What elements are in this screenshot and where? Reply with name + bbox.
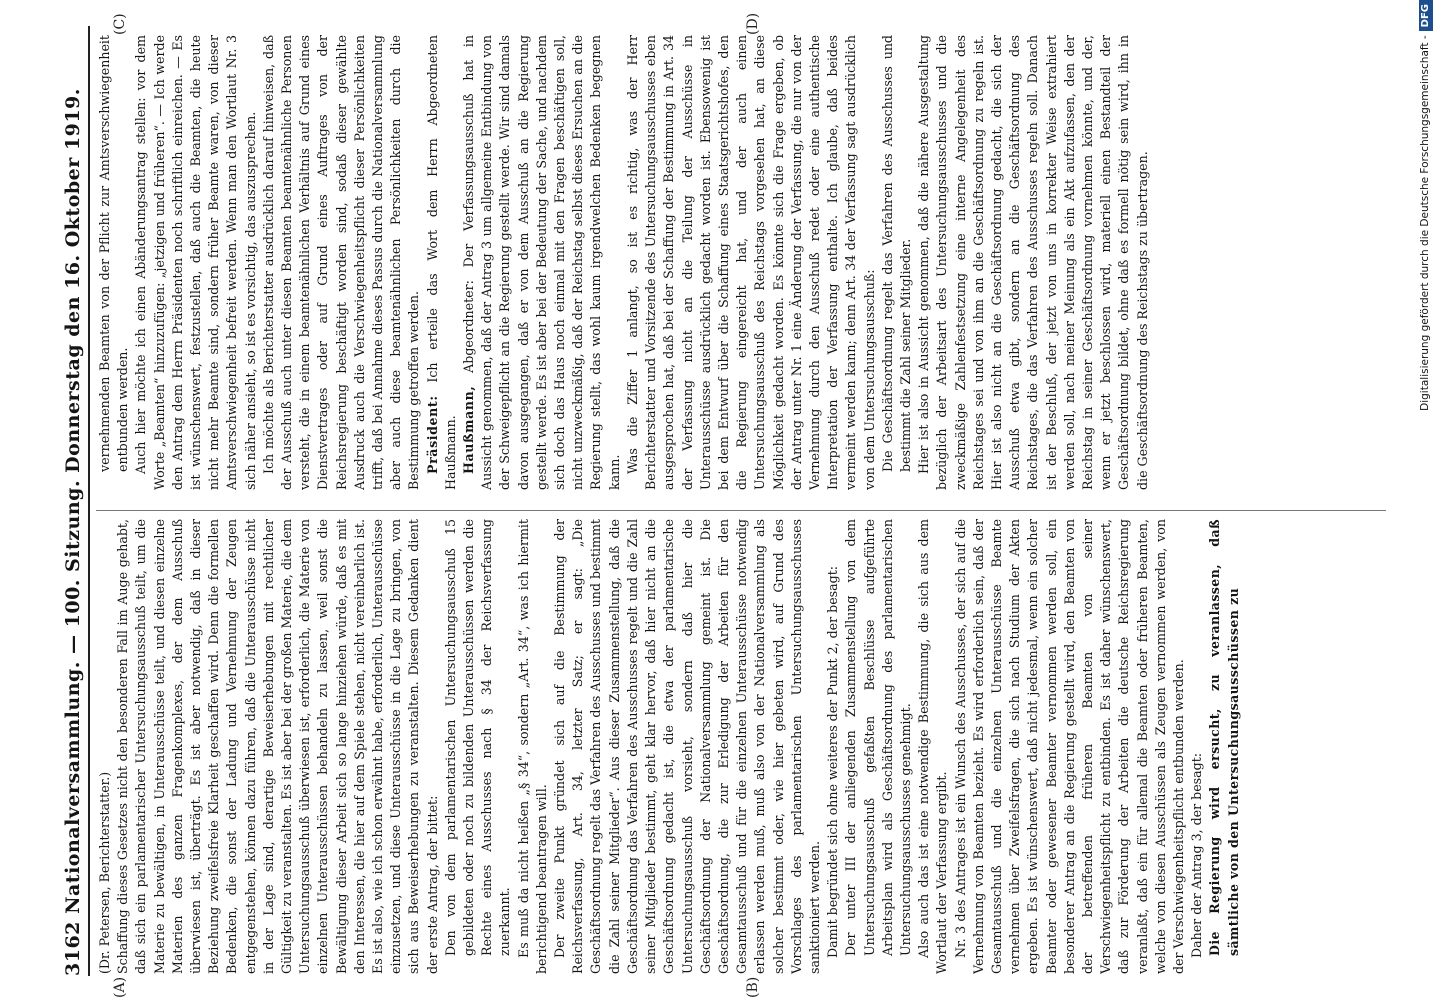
margin-letter-a: (A) — [112, 976, 128, 998]
credit-text: Digitalisierung gefördert durch die Deutsche Forschungsgemeinschaft - — [1419, 35, 1431, 411]
page-title: Nationalversammlung. — 100. Sitzung. Donnerstag den 16. Oktober 1919. — [62, 88, 84, 914]
dfg-logo: DFG — [1419, 0, 1433, 31]
paragraph: Auch hier möchte ich einen Abänderungsantrag stellen: vor dem Worte „Beamten“ hinzuzufügen: „jetzigen und früheren“. — Ich werde den Antrag dem Herrn Präsidenten noch schriftlich einreichen. — Es ist wünschenswert, festzustellen, daß auch die Beamten, die heute nicht mehr Beamte sind, sondern früher Beamte waren, von dieser Amtsverschwiegenheit befreit werden. Wenn man den Wortlaut Nr. 3 sich näher ansieht, so ist es vorsichtig, das auszusprechen. — [133, 35, 258, 490]
right-column — [96, 35, 1386, 490]
margin-letter-b: (B) — [745, 976, 761, 998]
paragraph: Hier ist also in Aussicht genommen, daß die nähere Ausgestaltung bezüglich der Arbeitsart des Untersuchungsausschusses und die zweckmäßige Zahlenfestsetzung eine interne Angelegenheit des Reichstages sei und von ihm an die Geschäftsordnung zu regeln ist. Hier ist also nicht an die Geschäftsordnung gedacht, die sich der Ausschuß etwa gibt, sondern an die Geschäftsordnung des Reichstages, die das Verfahren des Ausschusses regeln soll. Danach ist der Beschluß, der jetzt von uns in korrekter Weise extrahiert werden soll, nach meiner Meinung als ein Akt aufzufassen, den der Reichstag in seiner Geschäftsordnung vornehmen könnte, und der, wenn er jetzt beschlossen wird, materiell einen Bestandteil der Geschäftsordnung bildet, ohne daß es formell nötig sein wird, ihn in die Geschäftsordnung des Reichstags zu übertragen. — [916, 35, 1150, 490]
paragraph: Der zweite Punkt gründet sich auf die Bestimmung der Reichsverfassung, Art. 34, letzter Satz; er sagt: „Die Geschäftsordnung regelt das Verfahren des Ausschusses und bestimmt die Zahl seiner Mitglieder“. Aus dieser Zusammenstellung, daß die Geschäftsordnung das Verfahren des Ausschusses regelt und die Zahl seiner Mitglieder bestimmt, geht klar hervor, daß hier nicht an die Geschäftsordnung gedacht ist, die etwa der parlamentarische Untersuchungsausschuß vorsieht, sondern daß hier die Geschäftsordnung der Nationalversammlung gemeint ist. Die Geschäftsordnung, die zur Erledigung der Arbeiten für den Gesamtausschuß und für die einzelnen Unterausschüsse notwendig erlassen werden muß, muß also von der Nationalversammlung als solcher bestimmt oder, wie hier gebeten wird, auf Grund des Vorschlages des parlamentarischen Untersuchungsausschusses sanktioniert werden. — [552, 519, 822, 974]
paragraph: Ich möchte als Berichterstatter ausdrücklich darauf hinweisen, daß der Ausschuß auch unter diesen Beamten beamtenähnliche Personen versteht, die in einem beamtenähnlichen Verhältnis auf Grund eines Dienstvertrages oder auf Grund eines Auftrages von der Reichsregierung beschäftigt worden sind, sodaß dieser gewählte Ausdruck auch die Verschwiegenheitspflicht dieser Persönlichkeiten trifft, daß bei Annahme dieses Passus durch die Nationalversammlung aber auch diese beamtenähnlichen Persönlichkeiten durch die Bestimmung getroffen werden. — [260, 35, 422, 490]
paragraph — [460, 35, 624, 490]
left-column — [96, 519, 1386, 974]
speaker-name: Präsident: — [424, 395, 440, 474]
column-divider — [96, 510, 1386, 511]
paragraph: Es muß da nicht heißen „§ 34“, sondern „Art. 34“, was ich hiermit berichtigend beantragen will. — [515, 519, 549, 974]
digitization-credit — [1414, 0, 1434, 1000]
paragraph: Was die Ziffer 1 anlangt, so ist es richtig, was der Herr Berichterstatter und Vorsitzende des Untersuchungsausschusses eben ausgesprochen hat, daß bei der Schaffung der Bestimmung in Art. 34 der Verfassung nicht an die Teilung der Ausschüsse in Unterausschüsse ausdrücklich gedacht worden ist. Ebensowenig ist bei dem Entwurf über die Schaffung eines Staatsgerichtshofes, den die Regierung eingereicht hat, und der auch einen Untersuchungsausschuß des Reichstags vorgesehen hat, an diese Möglichkeit gedacht worden. Es könnte sich die Frage ergeben, ob der Antrag unter Nr. 1 eine Änderung der Verfassung, die nur von der Vernehmung durch den Ausschuß redet oder eine authentische Interpretation der Verfassung enthalte. Ich glaube, daß beides vermeint werden kann; denn Art. 34 der Verfassung sagt ausdrücklich von dem Untersuchungsausschuß: — [624, 35, 877, 490]
speaker-line: (Dr. Petersen, Berichterstatter.) — [97, 771, 112, 974]
page-number: 3162 — [62, 921, 84, 976]
paragraph: Nr. 3 des Antrages ist ein Wunsch des Ausschusses, der sich auf die Vernehmung von Beamten bezieht. Es wird erforderlich sein, daß der Gesamtausschuß und die einzelnen Unterausschüsse Beamte vernehmen über Zweifelsfragen, die sich nach Studium der Akten ergeben. Es ist wünschenswert, daß nicht jedesmal, wenn ein solcher Beamter oder gewesener Beamter vernommen werden soll, ein besonderer Antrag an die Regierung gestellt wird, den Beamten von der betreffenden früheren Beamten von seiner Verschwiegenheitspflicht zu entbinden. Es ist daher wünschenswert, daß zur Förderung der Arbeiten die deutsche Reichsregierung veranlaßt, daß ein für allemal die Beamten oder früheren Beamten, welche von diesen Ausschüssen als Zeugen vernommen werden, von der Verschwiegenheitspflicht entbunden werden. — [952, 519, 1186, 974]
paragraph — [424, 35, 460, 490]
speaker-name: Haußmann, — [461, 385, 477, 474]
page-header — [60, 26, 90, 976]
speech-text: Ich erteile das Wort dem Herrn Abgeordneten Haußmann. — [424, 35, 458, 490]
paragraph: Schaffung dieses Gesetzes nicht den besonderen Fall im Auge gehabt, daß sich ein parlamentarischer Untersuchungsausschuß teilt, um die Materie zu bewältigen, in Unterausschüsse teilt, und diesen einzelne Materien des ganzen Fragenkomplexes, der dem Ausschuß überwiesen ist, überträgt. Es ist aber notwendig, daß in dieser Beziehung zweifelsfreie Klarheit geschaffen wird. Denn die formellen Bedenken, die sonst der Ladung und Vernehmung der Zeugen entgegenstehen, können dazu führen, daß die Unterausschüsse nicht in der Lage sind, derartige Beweiserhebungen mit rechtlicher Gültigkeit zu veranstalten. Es ist aber bei der großen Materie, die dem Untersuchungsausschuß überwiesen ist, erforderlich, die Materie von einzelnen Unterausschüssen behandeln zu lassen, weil sonst die Bewältigung dieser Arbeit sich so lange hinziehen würde, daß es mit den Interessen, die hier auf dem Spiele stehen, nicht vereinbarlich ist. Es ist also, wie ich schon erwähnt habe, erforderlich, Unterausschüsse einzusetzen, und diese Unterausschüsse in die Lage zu bringen, von sich aus Beweiserhebungen zu veranstalten. Diesem Gedanken dient der erste Antrag, der bittet: — [115, 519, 440, 974]
quoted-motion: vernehmenden Beamten von der Pflicht zur Amtsverschwiegenheit entbunden werden. — [97, 35, 131, 472]
quoted-motion: Die Regierung wird ersucht, zu veranlassen, daß sämtliche von den Untersuchungsausschüssen zu — [1207, 519, 1241, 956]
paragraph: Daher der Antrag 3, der besagt: — [1189, 753, 1205, 958]
margin-letter-c: (C) — [112, 13, 128, 35]
quoted-passage: Die Geschäftsordnung regelt das Verfahren des Ausschusses und bestimmt die Zahl seiner Mitglieder. — [879, 35, 913, 472]
margin-letter-d: (D) — [745, 12, 761, 35]
quoted-motion: Der unter III der anliegenden Zusammenstellung von dem Untersuchungsausschuß gefaßten Beschlüsse aufgeführte Arbeitsplan wird als Geschäftsordnung des parlamentarischen Untersuchungsausschusses genehmigt. — [843, 519, 913, 956]
paragraph: Also auch das ist eine notwendige Bestimmung, die sich aus dem Wortlaut der Verfassung ergibt. — [916, 519, 950, 974]
paragraph: Damit begründet sich ohne weiteres der Punkt 2, der besagt: — [825, 565, 841, 958]
speech-text: Abgeordneter: Der Verfassungsausschuß hat in Aussicht genommen, daß der Antrag 3 um allgemeine Entbindung von der Schweigepflicht an die Regierung gestellt werde. Wir sind damals davon ausgegangen, daß er von dem Ausschuß an die Regierung gestellt werde. Es ist aber bei der Bedeutung der Sache, und nachdem sich doch das Haus noch einmal mit den Fragen beschäftigen soll, nicht unzweckmäßig, daß der Reichstag selbst dieses Ersuchen an die Regierung stellt, das wohl kaum irgendwelchen Bedenken begegnen kann. — [461, 35, 622, 490]
quoted-motion: Den von dem parlamentarischen Untersuchungsausschuß 15 gebildeten oder noch zu bildenden Unterausschüssen werden die Rechte eines Ausschusses nach § 34 der Reichsverfassung zuerkannt. — [442, 519, 513, 956]
